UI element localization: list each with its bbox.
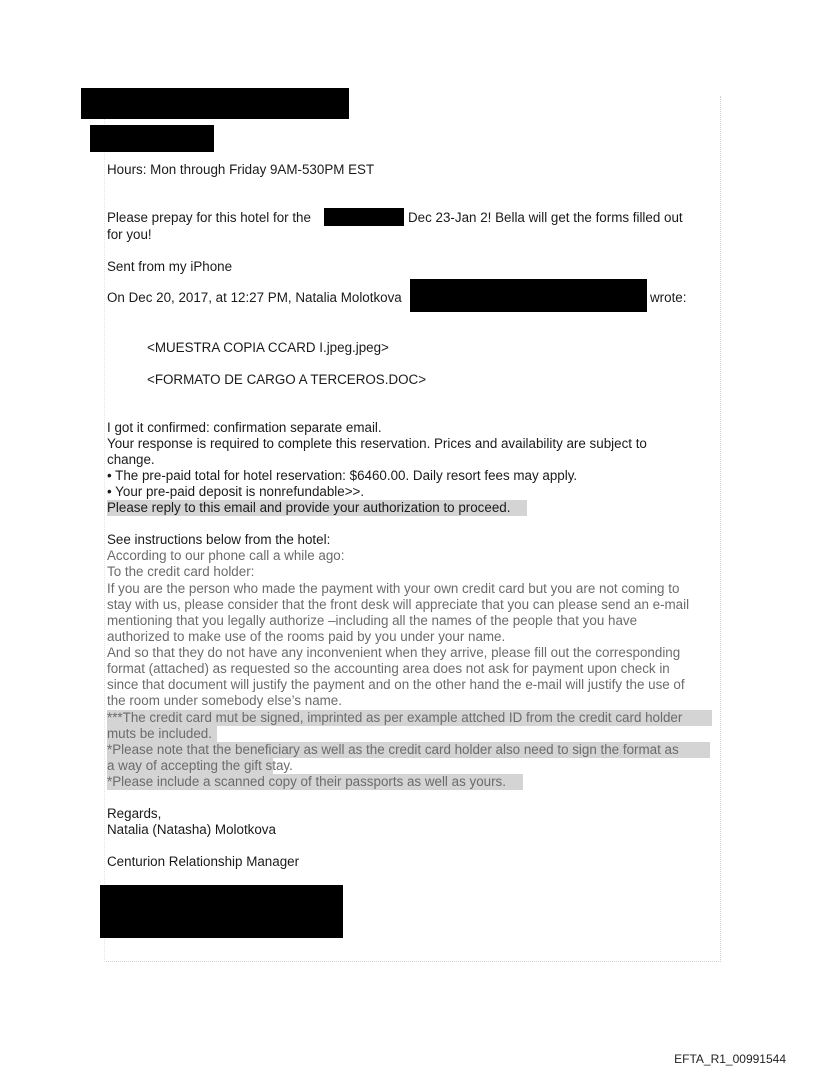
gray-line-3: If you are the person who made the payment with your own credit card but you are not coming to <box>107 581 680 596</box>
gray-line-10: the room under somebody else’s name. <box>107 693 342 708</box>
gray-line-6: authorized to make use of the rooms paid by you under your name. <box>107 629 506 644</box>
redaction-email-address <box>410 279 647 312</box>
redaction-signature-block <box>100 885 343 938</box>
gray-line-7: And so that they do not have any inconvenient when they arrive, please fill out the corresponding <box>107 645 681 660</box>
see-instructions-line: See instructions below from the hotel: <box>107 532 331 547</box>
confirm-line-4: • The pre-paid total for hotel reservation: $6460.00. Daily resort fees may apply. <box>107 468 578 483</box>
gray-line-5: mentioning that you legally authorize –including all the names of the people that you have <box>107 613 638 628</box>
highlight-line-2: muts be included. <box>107 726 217 742</box>
redaction-header-2 <box>90 125 214 152</box>
highlight-line-3: *Please note that the beneficiary as well as the credit card holder also need to sign the format as <box>107 742 710 758</box>
wrote-text: wrote: <box>650 290 687 305</box>
signature-role: Centurion Relationship Manager <box>107 854 300 869</box>
highlight-line-5: *Please include a scanned copy of their passports as well as yours. <box>107 774 523 790</box>
regards-text: Regards, <box>107 806 162 821</box>
on-date-text: On Dec 20, 2017, at 12:27 PM, Natalia Molotkova <box>107 290 402 305</box>
attachment-2[interactable]: <FORMATO DE CARGO A TERCEROS.DOC> <box>147 372 427 387</box>
gray-line-1: According to our phone call a while ago: <box>107 548 345 563</box>
confirm-line-3: change. <box>107 452 155 467</box>
highlight-line-4: a way of accepting the gift stay. <box>107 758 293 773</box>
gray-line-8: format (attached) as requested so the accounting area does not ask for payment upon check in <box>107 661 670 676</box>
confirm-line-2: Your response is required to complete this reservation. Prices and availability are subject to <box>107 436 647 451</box>
hours-text: Hours: Mon through Friday 9AM-530PM EST <box>107 162 375 177</box>
sent-from-text: Sent from my iPhone <box>107 259 233 274</box>
gray-line-9: since that document will justify the payment and on the other hand the e-mail will justify the use of <box>107 677 685 692</box>
redaction-header-1 <box>81 88 349 119</box>
attachment-1[interactable]: <MUESTRA COPIA CCARD I.jpeg.jpeg> <box>147 340 389 355</box>
reply-line: Please reply to this email and provide your authorization to proceed. <box>107 500 527 516</box>
signature-name: Natalia (Natasha) Molotkova <box>107 822 276 837</box>
document-id: EFTA_R1_00991544 <box>674 1052 786 1066</box>
confirm-line-1: I got it confirmed: confirmation separate email. <box>107 420 382 435</box>
prepay-text: Please prepay for this hotel for the <box>107 210 311 225</box>
confirm-line-5: • Your pre-paid deposit is nonrefundable>>. <box>107 484 365 499</box>
gray-line-4: stay with us, please consider that the front desk will appreciate that you can please send an e-mail <box>107 597 690 612</box>
gray-line-2: To the credit card holder: <box>107 564 255 579</box>
prepay-text-cont: for you! <box>107 227 152 242</box>
prepay-text-after: Dec 23-Jan 2! Bella will get the forms filled out <box>408 210 683 225</box>
redaction-inline-1 <box>324 208 404 226</box>
highlight-line-1: ***The credit card mut be signed, imprinted as per example attched ID from the credit card holder <box>107 710 712 726</box>
